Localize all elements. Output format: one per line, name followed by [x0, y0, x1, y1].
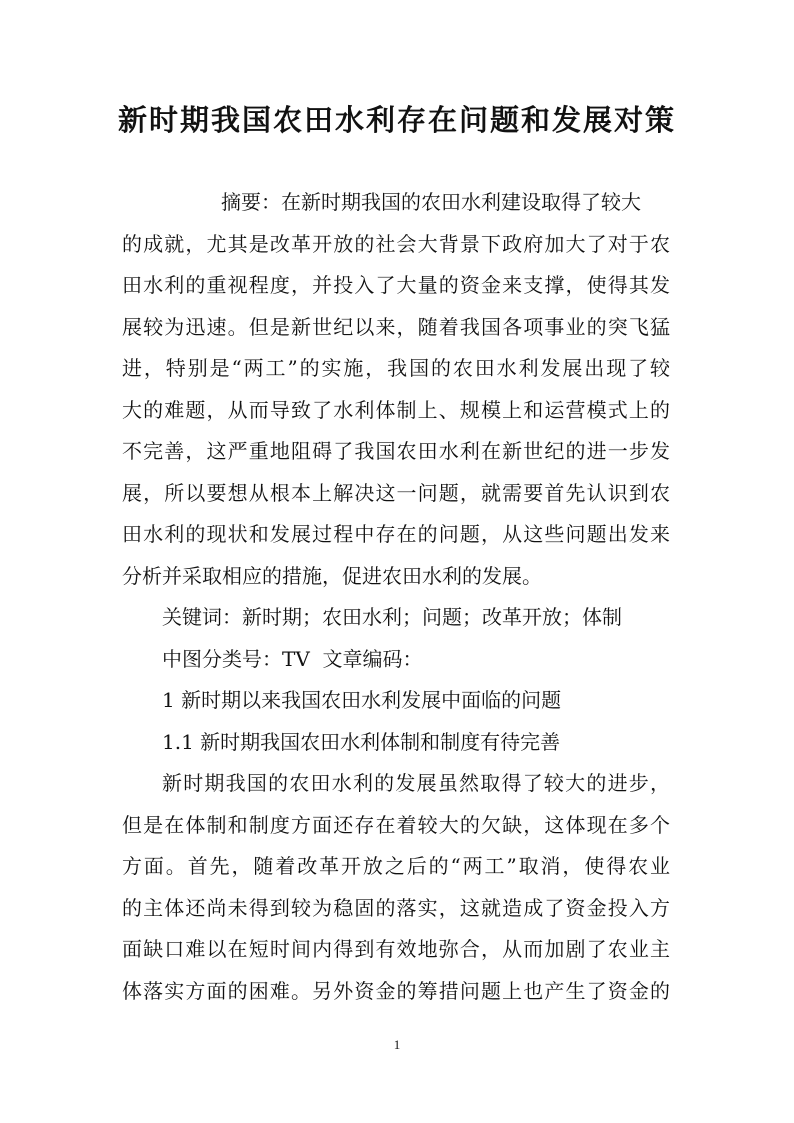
body-line: 但是在体制和制度方面还存在着较大的欠缺，这体现在多个 [122, 813, 670, 837]
body-line: 的主体还尚未得到较为稳固的落实，这就造成了资金投入方 [122, 896, 670, 920]
abstract-line: 展，所以要想从根本上解决这一问题，就需要首先认识到农 [122, 481, 670, 505]
abstract-line: 分析并采取相应的措施，促进农田水利的发展。 [122, 564, 542, 588]
body-line: 面缺口难以在短时间内得到有效地弥合，从而加剧了农业主 [122, 937, 670, 961]
abstract-line: 进，特别是“两工”的实施，我国的农田水利发展出现了较 [122, 356, 670, 380]
section-heading: 1 新时期以来我国农田水利发展中面临的问题 [162, 688, 562, 712]
page-number: 1 [393, 1037, 401, 1052]
body-line: 新时期我国的农田水利的发展虽然取得了较大的进步， [162, 771, 670, 795]
abstract-line: 大的难题，从而导致了水利体制上、规模上和运营模式上的 [122, 398, 670, 422]
body-line: 方面。首先，随着改革开放之后的“两工”取消，使得农业 [122, 854, 670, 878]
abstract-line: 展较为迅速。但是新世纪以来，随着我国各项事业的突飞猛 [122, 315, 670, 339]
abstract-line: 田水利的重视程度，并投入了大量的资金来支撑，使得其发 [122, 273, 670, 297]
abstract-line: 不完善，这严重地阻碍了我国农田水利在新世纪的进一步发 [122, 439, 670, 463]
classification-line: 中图分类号：TV 文章编码： [162, 647, 423, 671]
body-line: 体落实方面的困难。另外资金的筹措问题上也产生了资金的 [122, 979, 670, 1003]
subsection-heading: 1.1 新时期我国农田水利体制和制度有待完善 [162, 730, 561, 754]
abstract-line: 的成就，尤其是改革开放的社会大背景下政府加大了对于农 [122, 232, 670, 256]
keywords-line: 关键词：新时期；农田水利；问题；改革开放；体制 [162, 605, 622, 629]
abstract-line: 摘要：在新时期我国的农田水利建设取得了较大 [221, 190, 641, 214]
document-title: 新时期我国农田水利存在问题和发展对策 [117, 103, 676, 137]
abstract-line: 田水利的现状和发展过程中存在的问题，从这些问题出发来 [122, 522, 670, 546]
